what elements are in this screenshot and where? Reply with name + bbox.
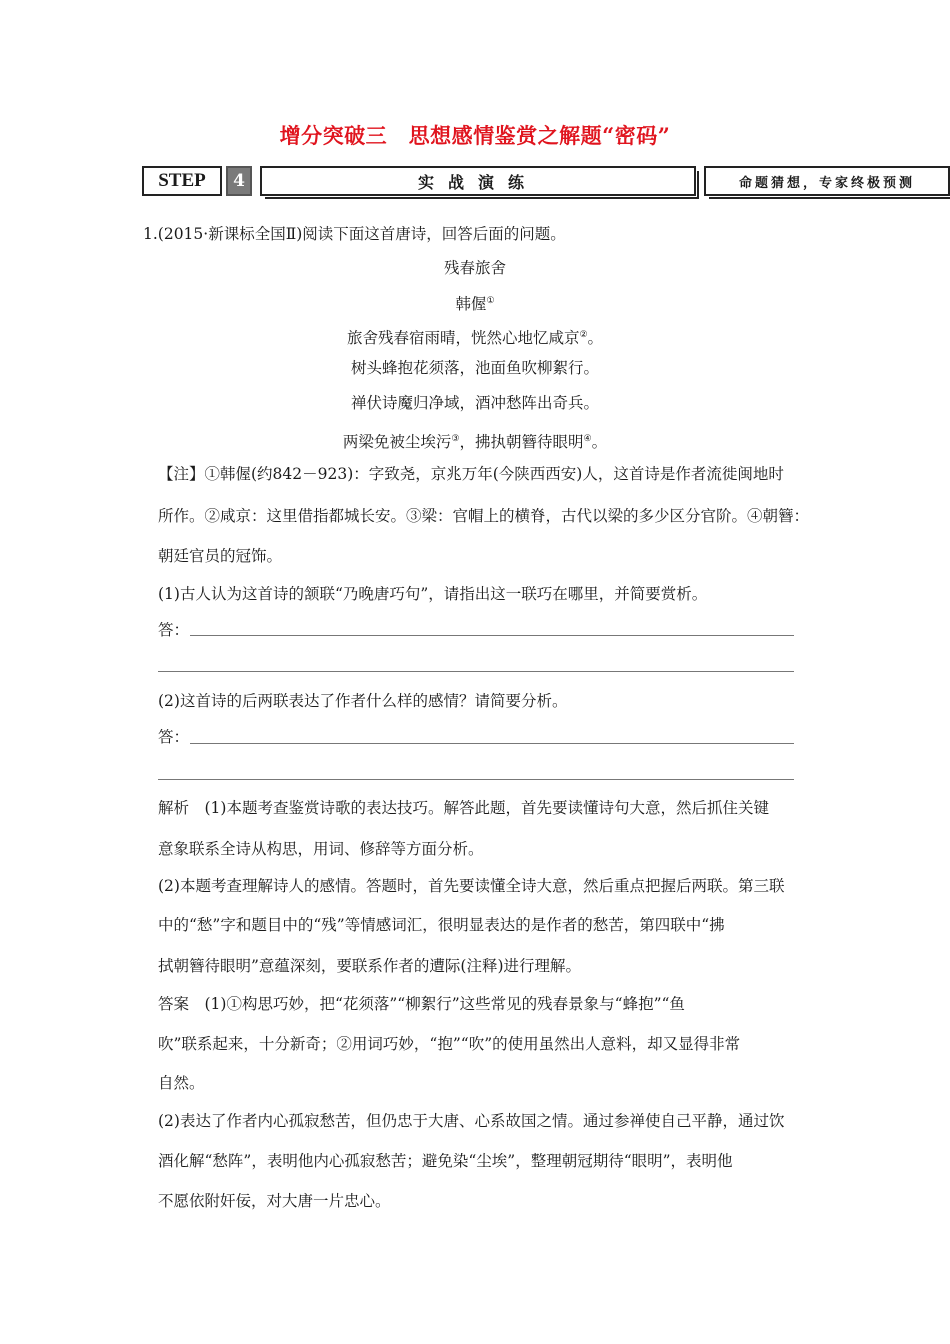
step-section-title: 实战演练 xyxy=(260,166,696,196)
answer-line[interactable] xyxy=(158,671,794,672)
poem-line: 树头蜂抱花须落，池面鱼吹柳絮行。 xyxy=(350,359,599,377)
answer-text-line: (2)表达了作者内心孤寂愁苦，但仍忠于大唐、心系故国之情。通过参禅使自己平静，通过饮 xyxy=(158,1112,785,1130)
poem-line: 旅舍残春宿雨晴，恍然心地忆咸京②。 xyxy=(346,329,604,347)
answer-line[interactable] xyxy=(190,743,794,744)
answer-line[interactable] xyxy=(158,779,794,780)
step-subtitle: 命题猜想，专家终极预测 xyxy=(704,166,950,196)
poem-note: 【注】①韩偓(约842－923)：字致尧，京兆万年(今陕西西安)人，这首诗是作者流徙闽地时 xyxy=(158,465,784,483)
analysis-line: 意象联系全诗从构思，用词、修辞等方面分析。 xyxy=(158,840,484,858)
answer-text-line: 吹”联系起来，十分新奇；②用词巧妙，“抱”“吹”的使用虽然出人意料，却又显得非常 xyxy=(158,1035,741,1053)
analysis-line: 解析 (1)本题考查鉴赏诗歌的表达技巧。解答此题，首先要读懂诗句大意，然后抓住关键 xyxy=(158,799,769,817)
answer-text-line: 自然。 xyxy=(158,1074,205,1092)
analysis-line: 中的“愁”字和题目中的“残”等情感词汇，很明显表达的是作者的愁苦，第四联中“拂 xyxy=(158,916,725,934)
analysis-line: (2)本题考查理解诗人的感情。答题时，首先要读懂全诗大意，然后重点把握后两联。第三联 xyxy=(158,877,785,895)
poem-line: 两梁免被尘埃污③，拂执朝簪待眼明④。 xyxy=(342,433,608,451)
sub-question-1: (1)古人认为这首诗的颔联“乃晚唐巧句”，请指出这一联巧在哪里，并简要赏析。 xyxy=(158,585,708,603)
answer-label: 答： xyxy=(158,621,190,639)
poem-author: 韩偓① xyxy=(455,295,495,313)
answer-text-line: 答案 (1)①构思巧妙，把“花须落”“柳絮行”这些常见的残春景象与“蜂抱”“鱼 xyxy=(158,995,685,1013)
answer-text-line: 不愿依附奸佞，对大唐一片忠心。 xyxy=(158,1192,391,1210)
step-banner xyxy=(142,166,915,196)
step-number: 4 xyxy=(226,166,252,196)
answer-label: 答： xyxy=(158,728,190,746)
step-label: STEP xyxy=(142,166,222,196)
sub-question-2: (2)这首诗的后两联表达了作者什么样的感情？请简要分析。 xyxy=(158,692,568,710)
poem-note: 朝廷官员的冠饰。 xyxy=(158,547,283,565)
poem-note: 所作。②咸京：这里借指都城长安。③梁：官帽上的横脊，古代以梁的多少区分官阶。④朝簪： xyxy=(158,507,810,525)
poem-line: 禅伏诗魔归净域，酒冲愁阵出奇兵。 xyxy=(350,394,599,412)
analysis-line: 拭朝簪待眼明”意蕴深刻，要联系作者的遭际(注释)进行理解。 xyxy=(158,957,582,975)
answer-line[interactable] xyxy=(190,635,794,636)
question-intro: 1.(2015·新课标全国Ⅱ)阅读下面这首唐诗，回答后面的问题。 xyxy=(143,225,566,243)
page-title: 增分突破三 思想感情鉴赏之解题“密码” xyxy=(279,123,671,148)
poem-title: 残春旅舍 xyxy=(443,259,506,277)
answer-text-line: 酒化解“愁阵”，表明他内心孤寂愁苦；避免染“尘埃”，整理朝冠期待“眼明”，表明他 xyxy=(158,1152,733,1170)
